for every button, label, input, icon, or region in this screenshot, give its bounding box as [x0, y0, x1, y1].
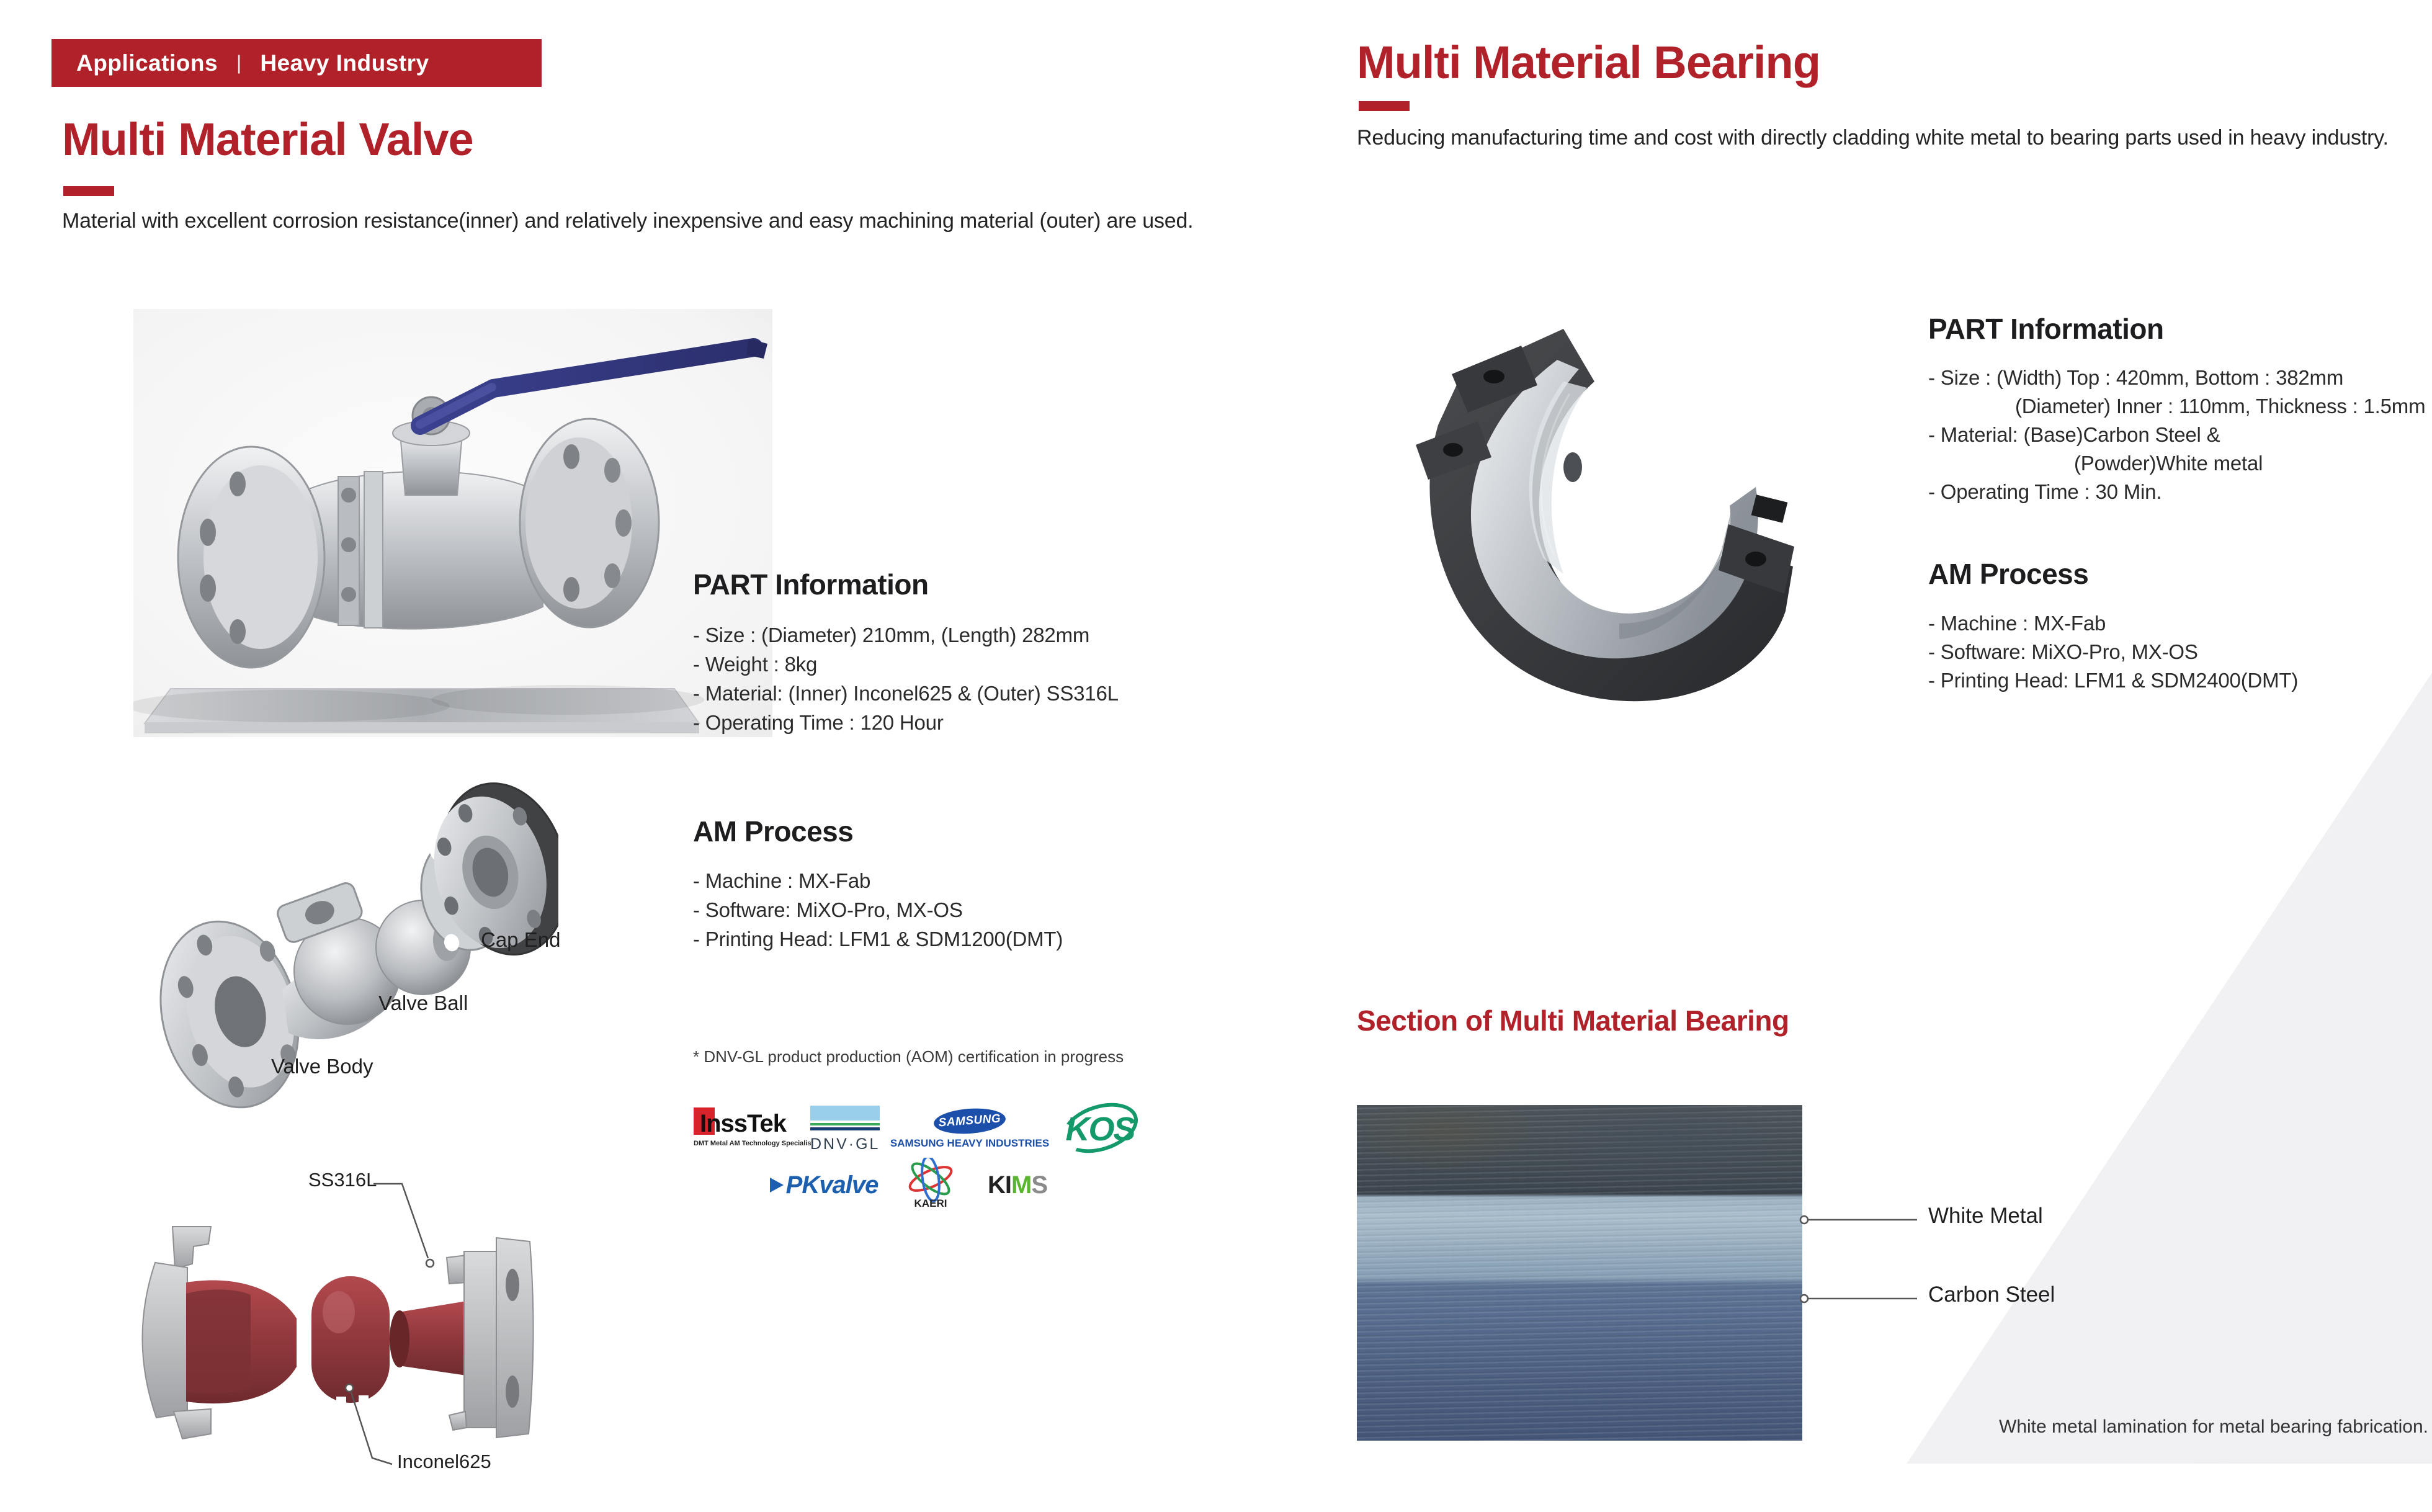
badge-heavy-industry: Heavy Industry: [260, 50, 429, 76]
bearing-am-machine: - Machine : MX-Fab: [1928, 612, 2106, 635]
bearing-part-size-1: - Size : (Width) Top : 420mm, Bottom : 382mm: [1928, 366, 2344, 389]
bearing-title: Multi Material Bearing: [1357, 37, 1820, 88]
valve-am-process-list: [693, 866, 1063, 954]
valve-part-material: - Material: (Inner) Inconel625 & (Outer) SS316L: [693, 682, 1119, 705]
kims-m: M: [1011, 1171, 1032, 1199]
bearing-part-info-heading: PART Information: [1928, 313, 2164, 345]
samsung-oval-text: SAMSUNG: [938, 1112, 1001, 1130]
badge-applications: Applications: [76, 50, 218, 76]
kims-s: S: [1031, 1171, 1048, 1199]
bearing-part-material-2: (Powder)White metal: [2074, 452, 2263, 475]
insstek-wordmark: InssTek: [700, 1110, 786, 1137]
dnvgl-logo: [810, 1106, 880, 1153]
kims-ki: KI: [988, 1171, 1011, 1199]
valve-part-time: - Operating Time : 120 Hour: [693, 711, 944, 734]
valve-subtitle: Material with excellent corrosion resistance(inner) and relatively inexpensive and easy machining material (outer) are used.: [62, 209, 1194, 233]
valve-part-info-heading: PART Information: [693, 568, 929, 601]
insstek-logo: [694, 1110, 814, 1147]
bearing-part-info-list: [1928, 364, 2425, 506]
bearing-title-underline: [1359, 101, 1410, 111]
valve-part-size: - Size : (Diameter) 210mm, (Length) 282mm: [693, 624, 1090, 646]
label-ss316l: SS316L: [308, 1169, 377, 1191]
valve-part-info-list: [693, 620, 1119, 737]
valve-photo: [133, 309, 772, 737]
bearing-subtitle: Reducing manufacturing time and cost with directly cladding white metal to bearing parts used in heavy industry.: [1357, 126, 2389, 150]
dnvgl-wordmark: DNV·GL: [810, 1135, 880, 1153]
badge-separator: |: [236, 51, 242, 74]
bearing-am-software: - Software: MiXO-Pro, MX-OS: [1928, 640, 2198, 663]
label-cap-end: Cap End: [481, 928, 561, 951]
dnvgl-line-green: [810, 1123, 880, 1125]
label-carbon-steel: Carbon Steel: [1928, 1282, 2055, 1307]
kos-logo: [1060, 1101, 1140, 1157]
dnvgl-bar: [810, 1106, 880, 1121]
pkvalve-arrow-icon: [770, 1178, 784, 1192]
section-leader-lines: [1793, 1197, 1936, 1315]
valve-am-machine: - Machine : MX-Fab: [693, 869, 871, 892]
valve-title: Multi Material Valve: [62, 114, 473, 165]
kos-wordmark: KOS: [1065, 1111, 1135, 1148]
bearing-section-photo: [1357, 1105, 1802, 1441]
samsung-wordmark: SAMSUNG HEAVY INDUSTRIES: [890, 1137, 1050, 1149]
category-badge: [51, 39, 542, 87]
dnvgl-line-navy: [810, 1127, 880, 1130]
certification-note: * DNV-GL product production (AOM) certification in progress: [693, 1047, 1124, 1066]
logos-row-2: [774, 1160, 1047, 1210]
bearing-part-time: - Operating Time : 30 Min.: [1928, 480, 2162, 503]
bearing-am-process-heading: AM Process: [1928, 558, 2089, 590]
bearing-photo: [1359, 301, 1824, 723]
label-valve-ball: Valve Ball: [378, 991, 468, 1014]
label-inconel625: Inconel625: [397, 1451, 491, 1472]
label-valve-body: Valve Body: [271, 1055, 373, 1078]
pkvalve-wordmark: PKvalve: [785, 1171, 878, 1199]
logos-row-1: [694, 1098, 1140, 1160]
valve-am-head: - Printing Head: LFM1 & SDM1200(DMT): [693, 928, 1063, 951]
valve-am-software: - Software: MiXO-Pro, MX-OS: [693, 898, 963, 921]
bearing-am-head: - Printing Head: LFM1 & SDM2400(DMT): [1928, 669, 2299, 692]
bearing-section-heading: Section of Multi Material Bearing: [1357, 1004, 1789, 1037]
bearing-part-material-1: - Material: (Base)Carbon Steel &: [1928, 423, 2220, 446]
partner-logos: [694, 1098, 1135, 1216]
bearing-caption: White metal lamination for metal bearing fabrication.: [1999, 1416, 2428, 1437]
bearing-am-process-list: [1928, 609, 2298, 695]
samsung-oval: [933, 1106, 1007, 1136]
kims-logo: [988, 1171, 1047, 1199]
samsung-heavy-industries-logo: [890, 1109, 1050, 1150]
label-white-metal: White Metal: [1928, 1204, 2043, 1228]
kaeri-wordmark: KAERI: [914, 1197, 947, 1209]
valve-part-weight: - Weight : 8kg: [693, 653, 818, 676]
cutaway-leader-lines: [118, 1166, 565, 1511]
pkvalve-logo: [774, 1171, 878, 1199]
valve-am-process-heading: AM Process: [693, 815, 854, 848]
bearing-part-size-2: (Diameter) Inner : 110mm, Thickness : 1.5mm: [2015, 395, 2426, 418]
kaeri-logo: [900, 1160, 962, 1210]
insstek-tagline: DMT Metal AM Technology Specialist: [694, 1140, 814, 1147]
valve-title-underline: [63, 186, 114, 196]
